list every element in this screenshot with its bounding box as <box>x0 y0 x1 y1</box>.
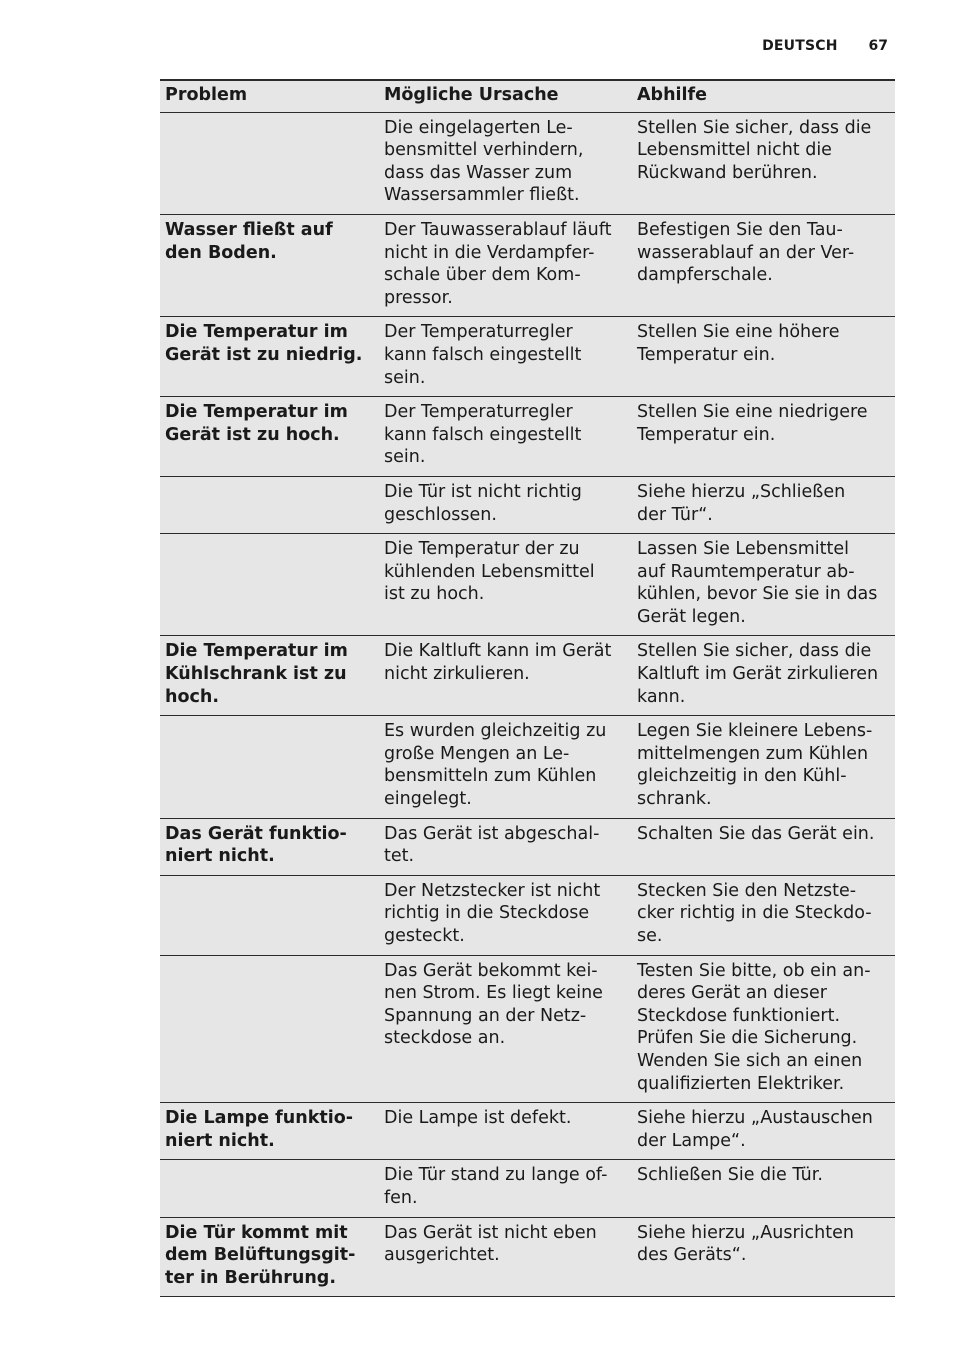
cell-text-line: nicht in die Verdampfer- <box>384 242 595 263</box>
problem-cell <box>160 112 379 214</box>
cell-text-line: Die eingelagerten Le- <box>384 117 573 138</box>
cell-text-line: Wenden Sie sich an einen <box>637 1050 863 1071</box>
cause-cell <box>379 818 632 875</box>
table-row <box>160 1103 895 1160</box>
remedy-cell <box>632 112 895 214</box>
cell-text-line: ter in Berührung. <box>165 1267 336 1288</box>
cause-cell <box>379 397 632 477</box>
cell-text-line: nicht zirkulieren. <box>384 664 530 685</box>
cell-text-line: schrank. <box>637 789 712 810</box>
problem-cell <box>160 875 379 955</box>
cause-cell <box>379 875 632 955</box>
cell-text-line: kühlenden Lebensmittel <box>384 561 595 582</box>
table-row <box>160 317 895 397</box>
problem-cell <box>160 397 379 477</box>
problem-cell <box>160 317 379 397</box>
cell-text-line: des Geräts“. <box>637 1245 747 1266</box>
remedy-cell <box>632 397 895 477</box>
table-row <box>160 716 895 818</box>
cell-text-line: Die Lampe funktio- <box>165 1108 353 1129</box>
cell-text-line: der Tür“. <box>637 504 713 525</box>
cell-text-line: Testen Sie bitte, ob ein an- <box>637 960 871 981</box>
problem-cell <box>160 818 379 875</box>
problem-cell <box>160 534 379 636</box>
cause-cell <box>379 716 632 818</box>
cell-text-line: Prüfen Sie die Sicherung. <box>637 1028 858 1049</box>
cell-text-line: Siehe hierzu „Austauschen <box>637 1108 873 1129</box>
cell-text-line: ist zu hoch. <box>384 584 485 605</box>
cause-cell <box>379 955 632 1103</box>
cell-text-line: Befestigen Sie den Tau- <box>637 219 843 240</box>
cell-text-line: Gerät legen. <box>637 606 746 627</box>
cell-text-line: fen. <box>384 1187 418 1208</box>
cell-text-line: Schalten Sie das Gerät ein. <box>637 823 875 844</box>
problem-cell <box>160 1160 379 1217</box>
problem-cell <box>160 955 379 1103</box>
cell-text-line: Lebensmittel nicht die <box>637 140 832 161</box>
cell-text-line: mittelmengen zum Kühlen <box>637 743 869 764</box>
cell-text-line: se. <box>637 926 663 946</box>
cell-text-line: qualifizierten Elektriker. <box>637 1073 845 1094</box>
cause-cell <box>379 1103 632 1160</box>
cell-text-line: Gerät ist zu hoch. <box>165 424 340 445</box>
table-row <box>160 112 895 214</box>
column-header-cause: Mögliche Ursache <box>379 80 632 112</box>
cell-text-line: nen Strom. Es liegt keine <box>384 983 603 1004</box>
cause-cell <box>379 476 632 533</box>
cell-text-line: schale über dem Kom- <box>384 265 581 286</box>
cell-text-line: Die Kaltluft kann im Gerät <box>384 641 612 662</box>
cell-text-line: Das Gerät ist nicht eben <box>384 1222 597 1243</box>
cell-text-line: Siehe hierzu „Ausrichten <box>637 1222 854 1243</box>
cell-text-line: bensmitteln zum Kühlen <box>384 766 597 787</box>
problem-cell <box>160 1103 379 1160</box>
table-row <box>160 818 895 875</box>
remedy-cell <box>632 1103 895 1160</box>
cell-text-line: sein. <box>384 367 426 388</box>
cell-text-line: kann falsch eingestellt <box>384 344 582 365</box>
remedy-cell <box>632 716 895 818</box>
table-row <box>160 1160 895 1217</box>
cell-text-line: steckdose an. <box>384 1028 506 1049</box>
cell-text-line: den Boden. <box>165 242 277 263</box>
table-row <box>160 955 895 1103</box>
cause-cell <box>379 534 632 636</box>
cell-text-line: Kühlschrank ist zu <box>165 664 347 685</box>
cell-text-line: gleichzeitig in den Kühl- <box>637 766 847 787</box>
cell-text-line: Wassersammler fließt. <box>384 185 580 206</box>
cell-text-line: richtig in die Steckdose <box>384 903 590 924</box>
cause-cell <box>379 112 632 214</box>
cell-text-line: kühlen, bevor Sie sie in das <box>637 584 878 605</box>
cell-text-line: pressor. <box>384 287 453 308</box>
cell-text-line: kann falsch eingestellt <box>384 424 582 445</box>
cell-text-line: Temperatur ein. <box>637 344 776 365</box>
cell-text-line: Es wurden gleichzeitig zu <box>384 721 607 742</box>
cell-text-line: Die Temperatur im <box>165 322 348 343</box>
column-header-problem: Problem <box>160 80 379 112</box>
cell-text-line: dampferschale. <box>637 265 773 286</box>
cell-text-line: kann. <box>637 686 686 707</box>
cell-text-line: Die Temperatur der zu <box>384 539 580 560</box>
cell-text-line: cker richtig in die Steckdo- <box>637 903 872 924</box>
troubleshooting-table <box>160 79 895 1297</box>
cell-text-line: gesteckt. <box>384 926 465 946</box>
table-row <box>160 397 895 477</box>
cell-text-line: Kaltluft im Gerät zirkulieren <box>637 664 879 685</box>
cell-text-line: Steckdose funktioniert. <box>637 1005 841 1026</box>
remedy-cell <box>632 955 895 1103</box>
cell-text-line: Spannung an der Netz- <box>384 1005 587 1026</box>
cell-text-line: Der Temperaturregler <box>384 322 573 343</box>
problem-cell <box>160 1217 379 1297</box>
cell-text-line: Der Tauwasserablauf läuft <box>384 219 612 240</box>
cell-text-line: geschlossen. <box>384 504 497 525</box>
remedy-cell <box>632 476 895 533</box>
cell-text-line: Die Temperatur im <box>165 402 348 423</box>
cell-text-line: Das Gerät bekommt kei- <box>384 960 598 981</box>
cell-text-line: Das Gerät ist abgeschal- <box>384 823 600 844</box>
cell-text-line: Gerät ist zu niedrig. <box>165 344 363 365</box>
cell-text-line: Stecken Sie den Netzste- <box>637 880 857 901</box>
cell-text-line: große Mengen an Le- <box>384 743 570 764</box>
cell-text-line: Die Tür ist nicht richtig <box>384 481 582 502</box>
cell-text-line: auf Raumtemperatur ab- <box>637 561 855 582</box>
remedy-cell <box>632 1160 895 1217</box>
cell-text-line: Die Temperatur im <box>165 641 348 662</box>
table-row <box>160 636 895 716</box>
cell-text-line: Das Gerät funktio- <box>165 823 347 844</box>
column-header-remedy: Abhilfe <box>632 80 895 112</box>
cell-text-line: Temperatur ein. <box>637 424 776 445</box>
cell-text-line: bensmittel verhindern, <box>384 140 584 161</box>
table-row <box>160 534 895 636</box>
table-row <box>160 214 895 316</box>
table-header-row <box>160 80 895 112</box>
cell-text-line: niert nicht. <box>165 846 275 867</box>
cell-text-line: ausgerichtet. <box>384 1245 500 1266</box>
cause-cell <box>379 1160 632 1217</box>
cell-text-line: dem Belüftungsgit- <box>165 1245 356 1266</box>
table-row <box>160 476 895 533</box>
problem-cell <box>160 476 379 533</box>
cell-text-line: sein. <box>384 447 426 468</box>
cell-text-line: Rückwand berühren. <box>637 162 818 183</box>
cell-text-line: Der Netzstecker ist nicht <box>384 880 601 901</box>
table-row <box>160 875 895 955</box>
remedy-cell <box>632 1217 895 1297</box>
cell-text-line: hoch. <box>165 686 219 707</box>
cell-text-line: deres Gerät an dieser <box>637 983 827 1004</box>
table-body <box>160 112 895 1297</box>
problem-cell <box>160 214 379 316</box>
cell-text-line: Die Tür stand zu lange of- <box>384 1165 608 1186</box>
cell-text-line: Stellen Sie eine höhere <box>637 322 840 343</box>
table-row <box>160 1217 895 1297</box>
remedy-cell <box>632 875 895 955</box>
language-label: DEUTSCH <box>762 38 838 54</box>
cell-text-line: Der Temperaturregler <box>384 402 573 423</box>
cell-text-line: Schließen Sie die Tür. <box>637 1165 823 1186</box>
page-number: 67 <box>868 38 888 54</box>
cell-text-line: Siehe hierzu „Schließen <box>637 481 846 502</box>
remedy-cell <box>632 534 895 636</box>
cell-text-line: Lassen Sie Lebensmittel <box>637 539 849 560</box>
cause-cell <box>379 636 632 716</box>
cause-cell <box>379 317 632 397</box>
cell-text-line: tet. <box>384 846 415 867</box>
cell-text-line: Stellen Sie eine niedrigere <box>637 402 868 423</box>
cause-cell <box>379 1217 632 1297</box>
cause-cell <box>379 214 632 316</box>
page-header <box>762 38 888 54</box>
remedy-cell <box>632 818 895 875</box>
remedy-cell <box>632 636 895 716</box>
cell-text-line: dass das Wasser zum <box>384 162 573 183</box>
remedy-cell <box>632 317 895 397</box>
problem-cell <box>160 716 379 818</box>
problem-cell <box>160 636 379 716</box>
cell-text-line: eingelegt. <box>384 789 472 810</box>
remedy-cell <box>632 214 895 316</box>
cell-text-line: niert nicht. <box>165 1130 275 1151</box>
cell-text-line: der Lampe“. <box>637 1130 746 1151</box>
cell-text-line: wasserablauf an der Ver- <box>637 242 855 263</box>
cell-text-line: Stellen Sie sicher, dass die <box>637 641 872 662</box>
cell-text-line: Die Lampe ist defekt. <box>384 1108 572 1129</box>
cell-text-line: Wasser fließt auf <box>165 219 333 240</box>
cell-text-line: Die Tür kommt mit <box>165 1222 348 1243</box>
cell-text-line: Legen Sie kleinere Lebens- <box>637 721 873 742</box>
cell-text-line: Stellen Sie sicher, dass die <box>637 117 872 138</box>
